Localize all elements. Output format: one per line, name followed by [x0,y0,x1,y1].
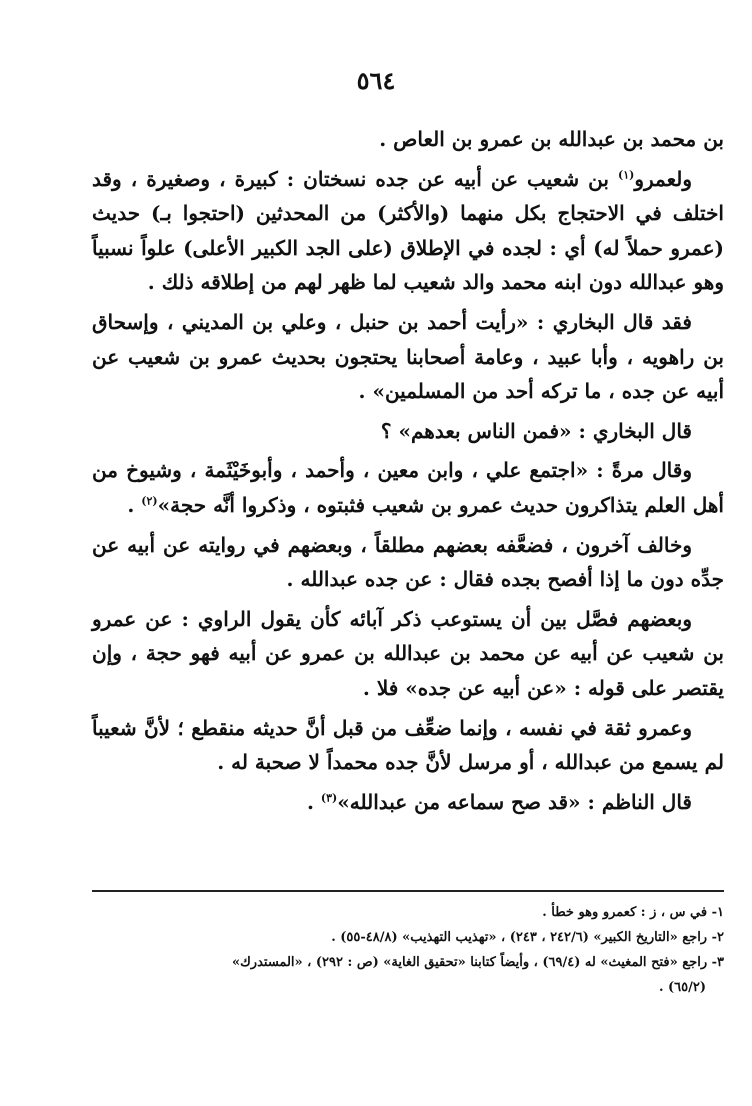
paragraph: وبعضهم فصَّل بين أن يستوعب ذكر آبائه كأن يقول الراوي : عن عمرو بن شعيب عن أبيه عن محمد بن عبدالله بن عمرو عن أبيه فهو حجة ، وإن يقتصر على قوله : «عن أبيه عن جده» فلا . [92,606,724,700]
footnote-divider [92,890,724,892]
paragraph: قال الناظم : «قد صح سماعه من عبدالله»$^{(٣)}$ . [306,789,692,814]
footnotes [130,900,724,1000]
footnote-ref-3[interactable]: (٣) [320,791,338,805]
paragraph: وقال مرةً : «اجتمع علي ، وابن معين ، وأحمد ، وأبوخَيْثَمة ، وشيوخ من أهل العلم يتذاكرون حديث عمرو بن شعيب فثبتوه ، وذكروا أنَّه حجة»$^{(٢)}$ . [92,458,724,517]
paragraph: ولعمرو$^{(١)}$ بن شعيب عن أبيه عن جده نسختان : كبيرة ، وصغيرة ، وقد اختلف في الاحتجاج بكل منهما (والأكثر) من المحدثين (احتجوا بـ) حديث (عمرو حملاً له) أي : لجده في الإطلاق (على الجد الكبير الأعلى) علواً نسبياً وهو عبدالله دون ابنه محمد والد شعيب لما ظهر لهم من إطلاقه ذلك . [92,166,724,295]
footnote-ref-1[interactable]: (١) [617,167,635,181]
footnote-3: ٣- راجع «فتح المغيث» له (٦٩/٤) ، وأيضاً كتابنا «تحقيق الغاية» (ص : ٢٩٢) ، «المستدرك» [231,955,724,970]
footnote-3-continuation: (٦٥/٢) . [658,980,706,995]
footnote-ref-2[interactable]: (٢) [141,494,158,508]
footnote-2: ٢- راجع «التاريخ الكبير» (٢٤٢/٦ ، ٢٤٣) ، «تهذيب التهذيب» (٤٨/٨-٥٥) . [331,930,724,945]
paragraph: قال البخاري : «فمن الناس بعدهم» ؟ [380,418,692,443]
paragraph: فقد قال البخاري : «رأيت أحمد بن حنبل ، وعلي بن المديني ، وإسحاق بن راهويه ، وأبا عبيد ، وعامة أصحابنا يحتجون بحديث عمرو بن شعيب عن أبيه عن جده ، ما تركه أحد من المسلمين» . [92,309,724,404]
footnote-1: ١- في س ، ز : كعمرو وهو خطأ . [542,905,724,920]
page-number: ٥٦٤ [356,66,396,95]
main-text [92,122,724,819]
paragraph: بن محمد بن عبدالله بن عمرو بن العاص . [379,127,724,151]
paragraph: وعمرو ثقة في نفسه ، وإنما ضعِّف من قبل أنَّ حديثه منقطع ؛ لأنَّ شعيباً لم يسمع من عبدالله ، أو مرسل لأنَّ جده محمداً لا صحبة له . [92,715,724,775]
paragraph: وخالف آخرون ، فضعَّفه بعضهم مطلقاً ، وبعضهم في روايته عن أبيه عن جدِّه دون ما إذا أفصح بجده فقال : عن جده عبدالله . [92,532,724,592]
